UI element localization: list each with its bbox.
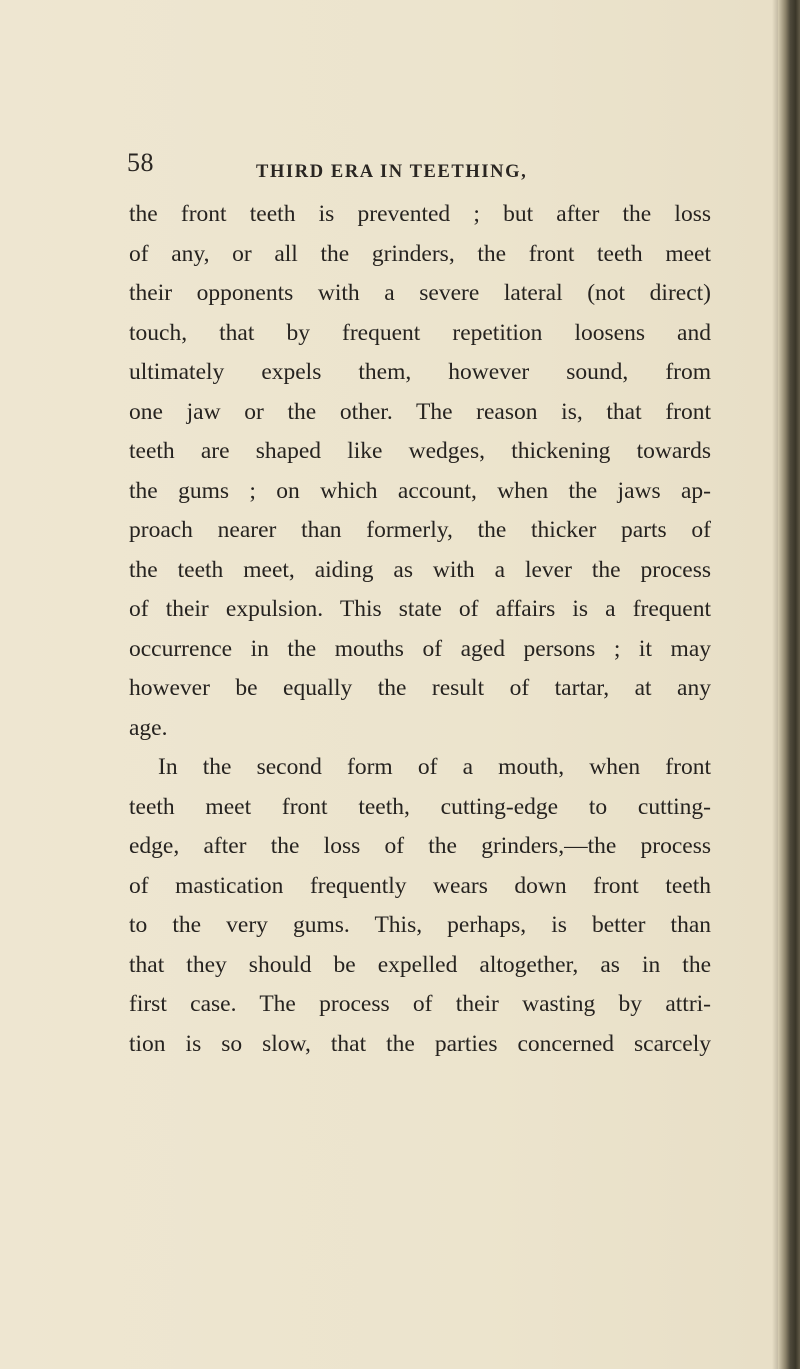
- text-line: the teeth meet, aiding as with a lever the process: [129, 556, 711, 583]
- body-text: [129, 195, 711, 1064]
- text-line: that they should be expelled altogether, as in the: [129, 951, 711, 978]
- text-line: touch, that by frequent repetition loosens and: [129, 319, 711, 346]
- text-line: tion is so slow, that the parties concerned scarcely: [129, 1030, 711, 1057]
- paragraph-end-line: age.: [129, 714, 168, 741]
- text-line: of mastication frequently wears down front teeth: [129, 872, 711, 899]
- text-line: first case. The process of their wasting by attri-: [129, 991, 711, 1017]
- text-line: teeth meet front teeth, cutting-edge to cutting-: [129, 793, 711, 820]
- text-line: teeth are shaped like wedges, thickening towards: [129, 438, 711, 464]
- text-line: the front teeth is prevented ; but after the loss: [129, 201, 711, 227]
- book-edge: [778, 0, 800, 1369]
- text-line: ultimately expels them, however sound, from: [129, 359, 711, 385]
- text-line: of their expulsion. This state of affairs is a frequent: [129, 596, 711, 622]
- text-line: proach nearer than formerly, the thicker parts of: [129, 517, 711, 543]
- text-line: however be equally the result of tartar, at any: [129, 675, 711, 701]
- text-line: edge, after the loss of the grinders,—the process: [129, 833, 711, 859]
- text-line: to the very gums. This, perhaps, is better than: [129, 912, 711, 938]
- text-line: occurrence in the mouths of aged persons ; it may: [129, 635, 711, 662]
- text-line: of any, or all the grinders, the front teeth meet: [129, 240, 711, 267]
- text-line: one jaw or the other. The reason is, that front: [129, 398, 711, 425]
- page-number: 58: [127, 148, 154, 177]
- paragraph-start-line: In the second form of a mouth, when front: [158, 754, 711, 780]
- text-line: their opponents with a severe lateral (not direct): [129, 280, 711, 306]
- text-line: the gums ; on which account, when the jaws ap-: [129, 477, 711, 504]
- running-head: THIRD ERA IN TEETHING,: [256, 162, 528, 182]
